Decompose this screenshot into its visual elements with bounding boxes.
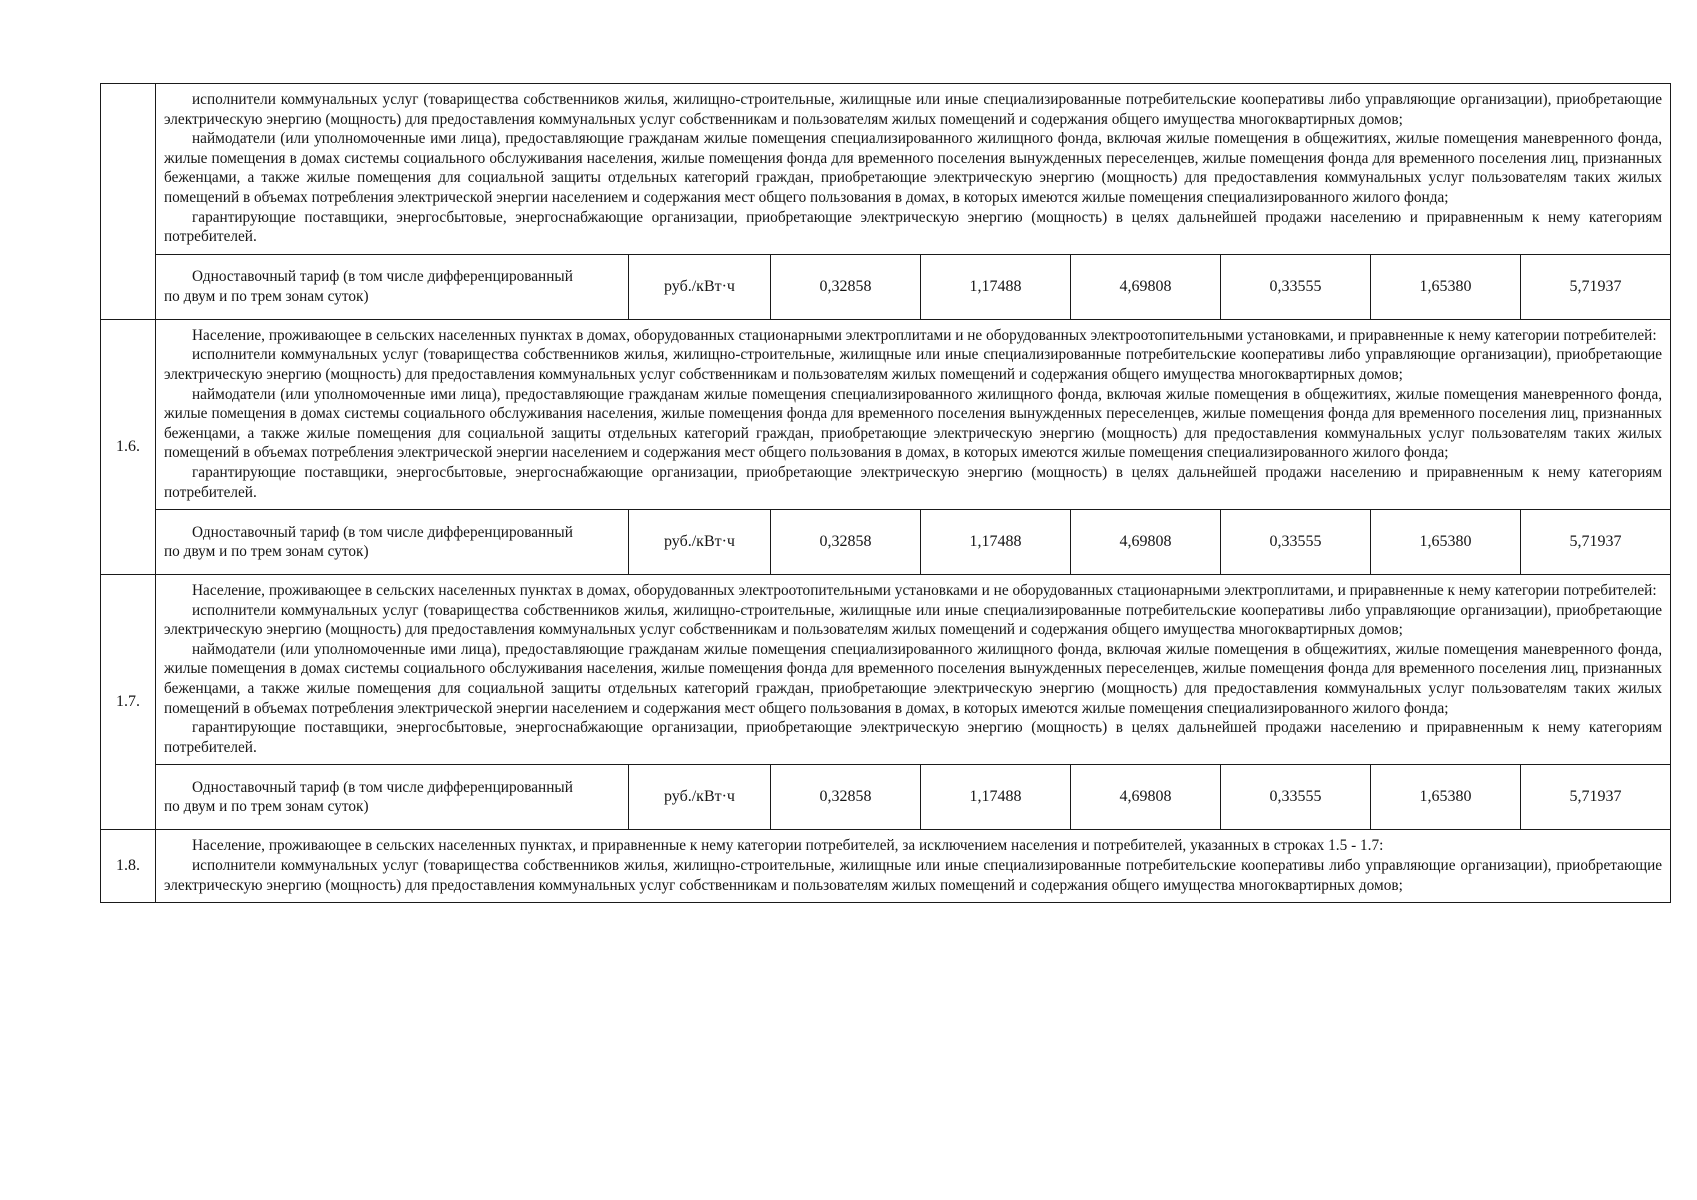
- tariff-unit: руб./кВт·ч: [629, 254, 771, 319]
- tariff-table: [100, 83, 1671, 903]
- description-paragraph: наймодатели (или уполномоченные ими лица), предоставляющие гражданам жилые помещения специализированного жилищного фонда, включая жилые помещения в общежитиях, жилые помещения маневренного фонда, жилые помещения в домах системы социального обслуживания населения, жилые помещения фонда для временного поселения вынужденных переселенцев, жилые помещения фонда для временного поселения лиц, признанных беженцами, а также жилые помещения для социальной защиты отдельных категорий граждан, приобретающие электрическую энергию (мощность) для предоставления коммунальных услуг пользователям таких жилых помещений в объемах потребления электрической энергии населением и содержания мест общего пользования в домах, в которых имеются жилые помещения специализированного жилого фонда;: [164, 385, 1663, 462]
- description-paragraph: исполнители коммунальных услуг (товарищества собственников жилья, жилищно-строительные, жилищные или иные специализированные потребительские кооперативы либо управляющие организации), приобретающие электрическую энергию (мощность) для предоставления коммунальных услуг собственникам и пользователям жилых помещений и содержания общего имущества многоквартирных домов;: [164, 91, 1663, 128]
- description-paragraph: гарантирующие поставщики, энергосбытовые, энергоснабжающие организации, приобретающие электрическую энергию (мощность) в целях дальнейшей продажи населению и приравненным к нему категориям потребителей.: [164, 208, 1663, 246]
- tariff-label: [156, 254, 629, 319]
- tariff-value: 1,17488: [921, 765, 1071, 830]
- tariff-label: [156, 510, 629, 575]
- row-description: [101, 575, 1671, 765]
- description-paragraph: гарантирующие поставщики, энергосбытовые, энергоснабжающие организации, приобретающие электрическую энергию (мощность) в целях дальнейшей продажи населению и приравненным к нему категориям потребителей.: [164, 719, 1663, 756]
- tariff-value: 0,33555: [1221, 254, 1371, 319]
- description-paragraph: гарантирующие поставщики, энергосбытовые, энергоснабжающие организации, приобретающие электрическую энергию (мощность) в целях дальнейшей продажи населению и приравненным к нему категориям потребителей.: [164, 463, 1663, 501]
- row-description-text: [156, 575, 1671, 765]
- tariff-label-line2: по двум и по трем зонам суток): [164, 798, 369, 816]
- description-paragraph: Население, проживающее в сельских населенных пунктах в домах, оборудованных электроотопительными установками и не оборудованных стационарными электроплитами, и приравненные к нему категории потребителей:: [192, 582, 1657, 600]
- tariff-value: 4,69808: [1071, 510, 1221, 575]
- description-paragraph: Население, проживающее в сельских населенных пунктах в домах, оборудованных стационарными электроплитами и не оборудованных электроотопительными установками, и приравненные к нему категории потребителей:: [192, 326, 1657, 344]
- tariff-value: 4,69808: [1071, 254, 1221, 319]
- row-number: 1.8.: [101, 830, 156, 903]
- tariff-value: 1,17488: [921, 510, 1071, 575]
- tariff-value: 0,32858: [771, 765, 921, 830]
- tariff-label-line2: по двум и по трем зонам суток): [164, 287, 369, 305]
- tariff-value: 5,71937: [1521, 254, 1671, 319]
- table-body: [101, 84, 1671, 903]
- tariff-label-line2: по двум и по трем зонам суток): [164, 543, 369, 561]
- row-description: [101, 830, 1671, 903]
- row-tariff: [101, 254, 1671, 319]
- description-paragraph: Население, проживающее в сельских населенных пунктах, и приравненные к нему категории потребителей, за исключением населения и потребителей, указанных в строках 1.5 - 1.7:: [192, 837, 1384, 855]
- tariff-value: 4,69808: [1071, 765, 1221, 830]
- description-paragraph: исполнители коммунальных услуг (товарищества собственников жилья, жилищно-строительные, жилищные или иные специализированные потребительские кооперативы либо управляющие организации), приобретающие электрическую энергию (мощность) для предоставления коммунальных услуг собственникам и пользователям жилых помещений и содержания общего имущества многоквартирных домов;: [164, 346, 1663, 383]
- tariff-value: 1,65380: [1371, 765, 1521, 830]
- description-paragraph: исполнители коммунальных услуг (товарищества собственников жилья, жилищно-строительные, жилищные или иные специализированные потребительские кооперативы либо управляющие организации), приобретающие электрическую энергию (мощность) для предоставления коммунальных услуг собственникам и пользователям жилых помещений и содержания общего имущества многоквартирных домов;: [164, 601, 1663, 639]
- tariff-label: [156, 765, 629, 830]
- tariff-label-line1: Одноставочный тариф (в том числе дифференцированный: [192, 268, 573, 286]
- tariff-value: 1,65380: [1371, 510, 1521, 575]
- tariff-value: 0,33555: [1221, 765, 1371, 830]
- tariff-value: 5,71937: [1521, 765, 1671, 830]
- row-tariff: [101, 765, 1671, 830]
- row-description-text: [156, 319, 1671, 509]
- tariff-unit: руб./кВт·ч: [629, 510, 771, 575]
- description-paragraph: наймодатели (или уполномоченные ими лица), предоставляющие гражданам жилые помещения специализированного жилищного фонда, включая жилые помещения в общежитиях, жилые помещения маневренного фонда, жилые помещения в домах системы социального обслуживания населения, жилые помещения фонда для временного поселения вынужденных переселенцев, жилые помещения фонда для временного поселения лиц, признанных беженцами, а также жилые помещения для социальной защиты отдельных категорий граждан, приобретающие электрическую энергию (мощность) для предоставления коммунальных услуг пользователям таких жилых помещений в объемах потребления электрической энергии населением и содержания мест общего пользования в домах, в которых имеются жилые помещения специализированного жилого фонда;: [164, 640, 1663, 717]
- row-description: [101, 84, 1671, 255]
- tariff-label-line1: Одноставочный тариф (в том числе дифференцированный: [192, 778, 573, 796]
- description-paragraph: исполнители коммунальных услуг (товарищества собственников жилья, жилищно-строительные, жилищные или иные специализированные потребительские кооперативы либо управляющие организации), приобретающие электрическую энергию (мощность) для предоставления коммунальных услуг собственникам и пользователям жилых помещений и содержания общего имущества многоквартирных домов;: [164, 857, 1663, 894]
- row-description-text: [156, 84, 1671, 255]
- row-description-text: [156, 830, 1671, 903]
- tariff-value: 1,65380: [1371, 254, 1521, 319]
- tariff-value: 0,33555: [1221, 510, 1371, 575]
- tariff-value: 1,17488: [921, 254, 1071, 319]
- tariff-value: 0,32858: [771, 254, 921, 319]
- row-number: 1.6.: [101, 319, 156, 574]
- description-paragraph: наймодатели (или уполномоченные ими лица), предоставляющие гражданам жилые помещения специализированного жилищного фонда, включая жилые помещения в общежитиях, жилые помещения маневренного фонда, жилые помещения в домах системы социального обслуживания населения, жилые помещения фонда для временного поселения вынужденных переселенцев, жилые помещения фонда для временного поселения лиц, признанных беженцами, а также жилые помещения для социальной защиты отдельных категорий граждан, приобретающие электрическую энергию (мощность) для предоставления коммунальных услуг пользователям таких жилых помещений в объемах потребления электрической энергии населением и содержания мест общего пользования в домах, в которых имеются жилые помещения специализированного жилого фонда;: [164, 130, 1663, 206]
- row-number: [101, 84, 156, 320]
- tariff-value: 0,32858: [771, 510, 921, 575]
- tariff-label-line1: Одноставочный тариф (в том числе дифференцированный: [192, 523, 573, 541]
- row-description: [101, 319, 1671, 509]
- row-number: 1.7.: [101, 575, 156, 830]
- row-tariff: [101, 510, 1671, 575]
- tariff-unit: руб./кВт·ч: [629, 765, 771, 830]
- tariff-value: 5,71937: [1521, 510, 1671, 575]
